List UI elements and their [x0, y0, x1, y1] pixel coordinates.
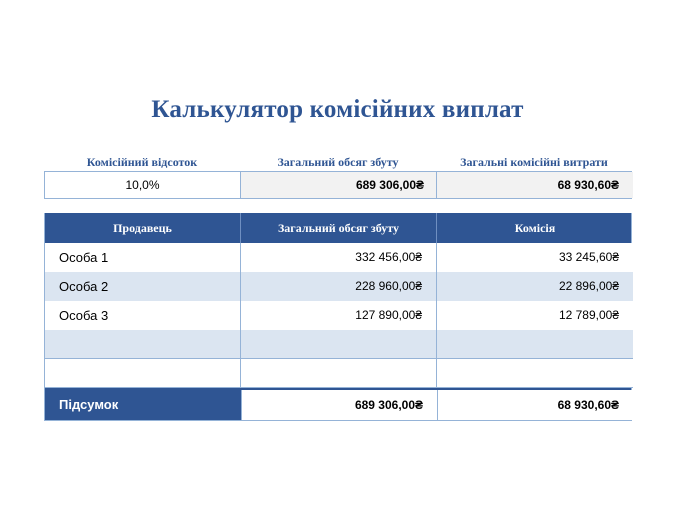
- sales-cell[interactable]: [241, 330, 437, 359]
- salesperson-name-cell[interactable]: Особа 1: [45, 243, 241, 273]
- total-label: Підсумок: [45, 390, 241, 420]
- sales-cell[interactable]: 332 456,00₴: [241, 243, 437, 273]
- summary-header-total-commission: Загальні комісійні витрати: [460, 155, 608, 169]
- summary-header-commission-rate: Комісійний відсоток: [86, 155, 198, 169]
- salesperson-name-cell[interactable]: [45, 359, 241, 388]
- total-sales-value: 689 306,00₴: [241, 172, 437, 198]
- commission-cell: 12 789,00₴: [437, 301, 633, 331]
- commission-rate-input[interactable]: 10,0%: [45, 172, 241, 198]
- table-row: [45, 330, 631, 359]
- column-header-sales: Загальний обсяг збуту: [241, 213, 437, 243]
- commission-cell: 22 896,00₴: [437, 272, 633, 302]
- column-header-commission: Комісія: [514, 221, 556, 235]
- table-row: [45, 272, 631, 301]
- salesperson-name-cell[interactable]: Особа 3: [45, 301, 241, 331]
- total-sales-cell: 689 306,00₴: [241, 390, 437, 420]
- total-commission-cell: 68 930,60₴: [437, 390, 633, 420]
- table-header-row: [45, 213, 631, 243]
- salesperson-name-cell[interactable]: [45, 330, 241, 359]
- commission-cell: [437, 330, 633, 359]
- column-header-salesperson: Продавець: [45, 213, 241, 243]
- summary-header-row: [44, 155, 632, 171]
- table-total-row: [45, 388, 631, 421]
- commission-table: [44, 213, 632, 421]
- sales-cell[interactable]: 228 960,00₴: [241, 272, 437, 302]
- salesperson-name-cell[interactable]: Особа 2: [45, 272, 241, 302]
- page-title: Калькулятор комісійних виплат: [151, 96, 524, 123]
- commission-cell: 33 245,60₴: [437, 243, 633, 273]
- sales-cell[interactable]: 127 890,00₴: [241, 301, 437, 331]
- total-commission-value: 68 930,60₴: [437, 172, 633, 198]
- commission-cell: [437, 359, 633, 388]
- table-row: [45, 301, 631, 330]
- table-row: [45, 359, 631, 388]
- summary-values-row: [44, 171, 632, 199]
- table-row: [45, 243, 631, 272]
- summary-header-total-sales: Загальний обсяг збуту: [277, 155, 399, 169]
- sales-cell[interactable]: [241, 359, 437, 388]
